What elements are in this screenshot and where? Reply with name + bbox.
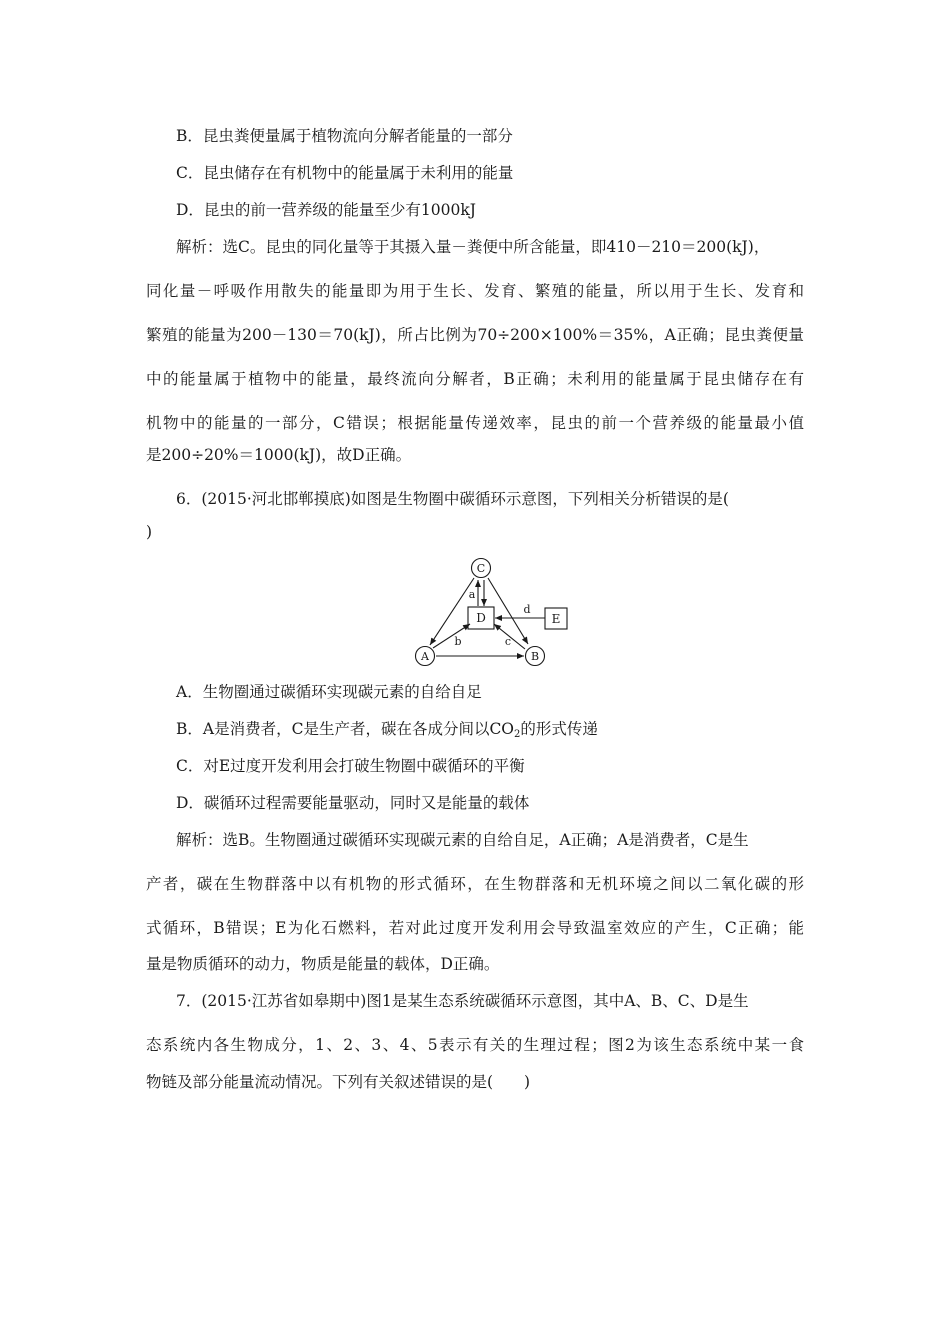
- arrow-c-to-a: [430, 578, 474, 645]
- arrow-a-to-d: [433, 624, 470, 648]
- q7-stem-line: 物链及部分能量流动情况。下列有关叙述错误的是( ): [146, 1073, 531, 1091]
- q5-option-d: D．昆虫的前一营养级的能量至少有1000kJ: [176, 201, 476, 219]
- q5-analysis-line: 同化量－呼吸作用散失的能量即为用于生长、发育、繁殖的能量，所以用于生长、发育和: [146, 282, 804, 300]
- q6-stem: 6．(2015·河北邯郸摸底)如图是生物圈中碳循环示意图，下列相关分析错误的是(: [176, 490, 729, 508]
- q5-analysis-line: 是200÷20%＝1000(kJ)，故D正确。: [146, 446, 412, 464]
- edge-label-c: c: [504, 635, 512, 648]
- q5-option-c: C．昆虫储存在有机物中的能量属于未利用的能量: [176, 164, 514, 182]
- q6-option-b-subscript: 2: [514, 729, 521, 740]
- q5-analysis-line: 解析：选C。昆虫的同化量等于其摄入量－粪便中所含能量，即410－210＝200(kJ)，: [176, 238, 770, 256]
- q5-analysis-line: 机物中的能量的一部分，C错误；根据能量传递效率，昆虫的前一个营养级的能量最小值: [146, 414, 804, 432]
- edge-label-b: b: [454, 635, 462, 648]
- q6-option-b: [176, 719, 598, 739]
- q6-analysis-line: 量是物质循环的动力，物质是能量的载体，D正确。: [146, 955, 500, 973]
- node-b-label: B: [530, 650, 540, 663]
- edge-label-d: d: [523, 603, 531, 616]
- q5-analysis-line: 繁殖的能量为200－130＝70(kJ)，所占比例为70÷200×100%＝35%，A正确；昆虫粪便量: [146, 326, 804, 344]
- q6-analysis-line: 式循环，B错误；E为化石燃料，若对此过度开发利用会导致温室效应的产生，C正确；能: [146, 919, 804, 937]
- q6-option-c: C．对E过度开发利用会打破生物圈中碳循环的平衡: [176, 757, 525, 775]
- node-d-label: D: [476, 611, 486, 625]
- q6-analysis-line: 解析：选B。生物圈通过碳循环实现碳元素的自给自足，A正确；A是消费者，C是生: [176, 831, 749, 849]
- q6-stem-close: ): [146, 523, 153, 541]
- q6-option-b-tail: 的形式传递: [520, 720, 598, 738]
- q5-analysis-line: 中的能量属于植物中的能量，最终流向分解者，B正确；未利用的能量属于昆虫储存在有: [146, 370, 804, 388]
- q6-option-a: A．生物圈通过碳循环实现碳元素的自给自足: [176, 683, 482, 701]
- q6-analysis-line: 产者，碳在生物群落中以有机物的形式循环，在生物群落和无机环境之间以二氧化碳的形: [146, 875, 804, 893]
- q6-option-b-text: B．A是消费者，C是生产者，碳在各成分间以CO: [176, 720, 515, 738]
- q7-stem-line: 态系统内各生物成分，1、2、3、4、5表示有关的生理过程；图2为该生态系统中某一食: [146, 1036, 804, 1054]
- node-c-label: C: [476, 562, 486, 575]
- node-a-label: A: [421, 650, 429, 663]
- q5-option-b: B．昆虫粪便量属于植物流向分解者能量的一部分: [176, 127, 513, 145]
- q7-stem-line: 7．(2015·江苏省如皋期中)图1是某生态系统碳循环示意图，其中A、B、C、D是生: [176, 992, 749, 1010]
- carbon-cycle-diagram: [405, 552, 585, 672]
- edge-label-a: a: [468, 588, 476, 601]
- node-e-label: E: [551, 612, 561, 626]
- q6-option-d: D．碳循环过程需要能量驱动，同时又是能量的载体: [176, 794, 530, 812]
